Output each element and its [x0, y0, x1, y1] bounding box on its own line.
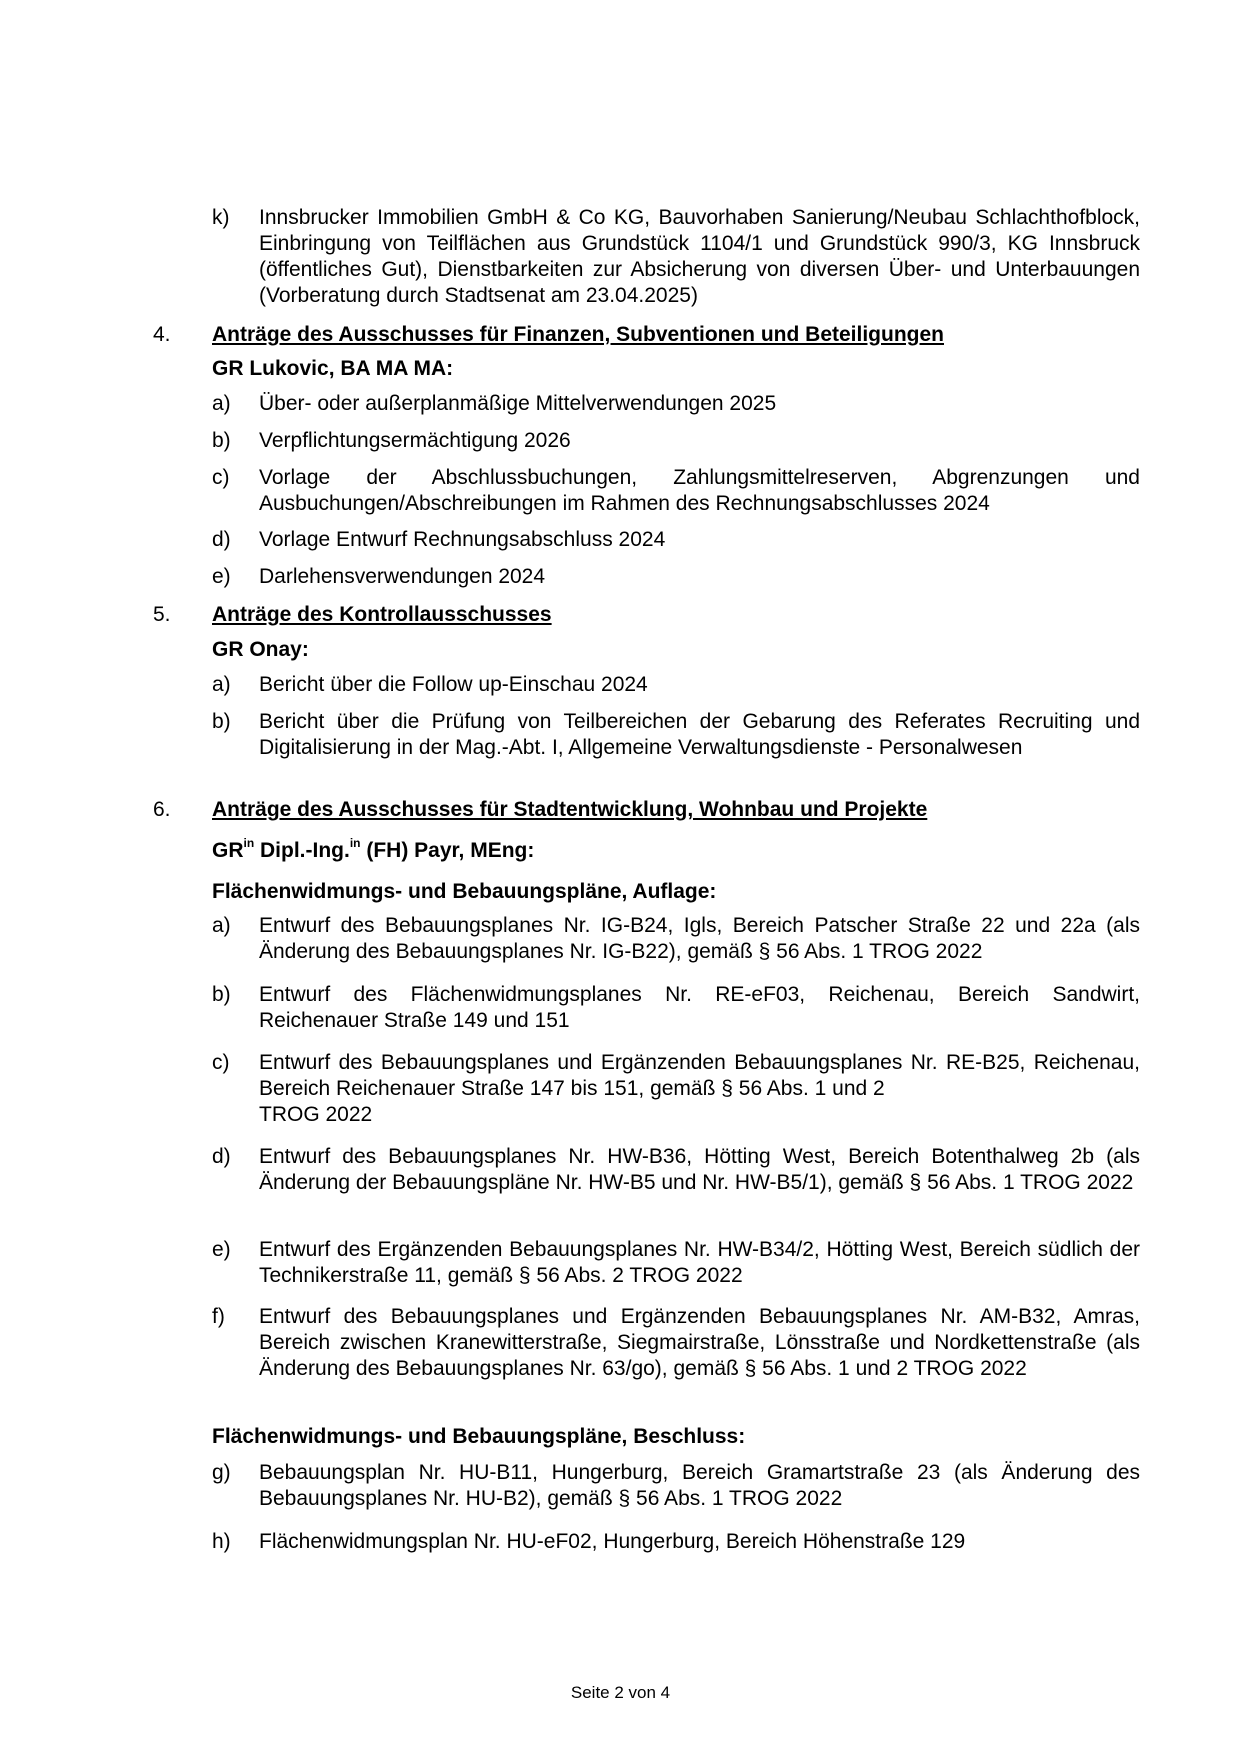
agenda-item-4e — [212, 564, 1140, 590]
agenda-item-4b — [212, 428, 1140, 454]
agenda-item-6c — [212, 1050, 1140, 1128]
item-label: f) — [212, 1305, 225, 1328]
page-number-footer: Seite 2 von 4 — [570, 1683, 671, 1702]
subheading-auflage: Flächenwidmungs- und Bebauungspläne, Auflage: — [212, 880, 717, 903]
item-text: Entwurf des Ergänzenden Bebauungsplanes Nr. HW-B34/2, Hötting West, Bereich südlich der Technikerstraße 11, gemäß § 56 Abs. 2 TROG 2022 — [259, 1238, 1140, 1287]
item-text: Vorlage der Abschlussbuchungen, Zahlungsmittelreserven, Abgrenzungen und Ausbuchungen/Abschreibungen im Rahmen des Rechnungsabschlusses 2024 — [259, 466, 1140, 515]
item-text: Bericht über die Prüfung von Teilbereichen der Gebarung des Referates Recruiting und Digitalisierung in der Mag.-Abt. I, Allgemeine Verwaltungsdienste - Personalwesen — [259, 710, 1140, 759]
agenda-item-5b — [212, 709, 1140, 761]
item-text: Entwurf des Flächenwidmungsplanes Nr. RE-eF03, Reichenau, Bereich Sandwirt, Reichenauer Straße 149 und 151 — [259, 983, 1140, 1032]
item-label: d) — [212, 528, 231, 551]
section-title: Anträge des Kontrollausschusses — [212, 603, 552, 626]
agenda-item-6g — [212, 1460, 1140, 1512]
rapporteur: GR Lukovic, BA MA MA: — [212, 357, 454, 380]
item-label: e) — [212, 1238, 231, 1261]
rapporteur — [212, 838, 534, 864]
item-label: a) — [212, 392, 231, 415]
superscript: in — [349, 836, 361, 850]
agenda-item-6b — [212, 982, 1140, 1034]
item-label: c) — [212, 466, 230, 489]
section-number: 5. — [153, 603, 171, 626]
section-title: Anträge des Ausschusses für Finanzen, Subventionen und Beteiligungen — [212, 323, 944, 346]
item-label: a) — [212, 914, 231, 937]
agenda-item-k — [212, 205, 1140, 309]
section-title: Anträge des Ausschusses für Stadtentwicklung, Wohnbau und Projekte — [212, 798, 928, 821]
item-label: k) — [212, 206, 230, 229]
item-text: Entwurf des Bebauungsplanes und Ergänzenden Bebauungsplanes Nr. AM-B32, Amras, Bereich zwischen Kranewitterstraße, Siegmairstraße, Lönsstraße und Nordkettenstraße (als Änderung des Bebauungsplanes Nr. 63/go), gemäß § 56 Abs. 1 und 2 TROG 2022 — [259, 1305, 1140, 1380]
item-text: Bericht über die Follow up-Einschau 2024 — [259, 673, 648, 696]
rapporteur-name: (FH) Payr, MEng: — [360, 839, 535, 862]
agenda-item-4c — [212, 465, 1140, 517]
item-label: e) — [212, 565, 231, 588]
item-text: Darlehensverwendungen 2024 — [259, 565, 546, 588]
item-text-continuation: TROG 2022 — [259, 1103, 373, 1126]
item-label: b) — [212, 429, 231, 452]
rapporteur-title: GR — [212, 839, 244, 862]
item-text: Vorlage Entwurf Rechnungsabschluss 2024 — [259, 528, 666, 551]
subheading-beschluss: Flächenwidmungs- und Bebauungspläne, Beschluss: — [212, 1425, 746, 1448]
item-label: b) — [212, 983, 231, 1006]
item-label: b) — [212, 710, 231, 733]
agenda-item-6a — [212, 913, 1140, 965]
agenda-item-6h — [212, 1529, 1140, 1555]
item-text: Entwurf des Bebauungsplanes Nr. IG-B24, Igls, Bereich Patscher Straße 22 und 22a (als Änderung des Bebauungsplanes Nr. IG-B22), gemäß § 56 Abs. 1 TROG 2022 — [259, 914, 1140, 963]
section-number: 4. — [153, 323, 171, 346]
item-text: Flächenwidmungsplan Nr. HU-eF02, Hungerburg, Bereich Höhenstraße 129 — [259, 1530, 966, 1553]
item-text: Entwurf des Bebauungsplanes Nr. HW-B36, Hötting West, Bereich Botenthalweg 2b (als Änderung der Bebauungspläne Nr. HW-B5 und Nr. HW-B5/1), gemäß § 56 Abs. 1 TROG 2022 — [259, 1145, 1140, 1194]
item-label: c) — [212, 1051, 230, 1074]
item-label: d) — [212, 1145, 231, 1168]
agenda-item-6d — [212, 1144, 1140, 1196]
agenda-item-5a — [212, 672, 1140, 698]
item-label: a) — [212, 673, 231, 696]
rapporteur: GR Onay: — [212, 638, 309, 661]
item-text: Bebauungsplan Nr. HU-B11, Hungerburg, Bereich Gramartstraße 23 (als Änderung des Bebauungsplanes Nr. HU-B2), gemäß § 56 Abs. 1 TROG 2022 — [259, 1461, 1140, 1510]
rapporteur-degree: Dipl.-Ing. — [254, 839, 350, 862]
agenda-item-6f — [212, 1304, 1140, 1382]
section-number: 6. — [153, 798, 171, 821]
agenda-item-6e — [212, 1237, 1140, 1289]
item-text: Verpflichtungsermächtigung 2026 — [259, 429, 571, 452]
item-text: Innsbrucker Immobilien GmbH & Co KG, Bauvorhaben Sanierung/Neubau Schlachthofblock, Einbringung von Teilflächen aus Grundstück 1104/1 und Grundstück 990/3, KG Innsbruck (öffentliches Gut), Dienstbarkeiten zur Absicherung von diversen Über- und Unterbauungen (Vorberatung durch Stadtsenat am 23.04.2025) — [259, 206, 1140, 307]
item-text: Entwurf des Bebauungsplanes und Ergänzenden Bebauungsplanes Nr. RE-B25, Reichenau, Bereich Reichenauer Straße 147 bis 151, gemäß § 56 Abs. 1 und 2 — [259, 1051, 1140, 1100]
item-label: g) — [212, 1461, 231, 1484]
superscript: in — [243, 836, 255, 850]
agenda-item-4a — [212, 391, 1140, 417]
agenda-item-4d — [212, 527, 1140, 553]
item-text: Über- oder außerplanmäßige Mittelverwendungen 2025 — [259, 392, 777, 415]
item-label: h) — [212, 1530, 231, 1553]
